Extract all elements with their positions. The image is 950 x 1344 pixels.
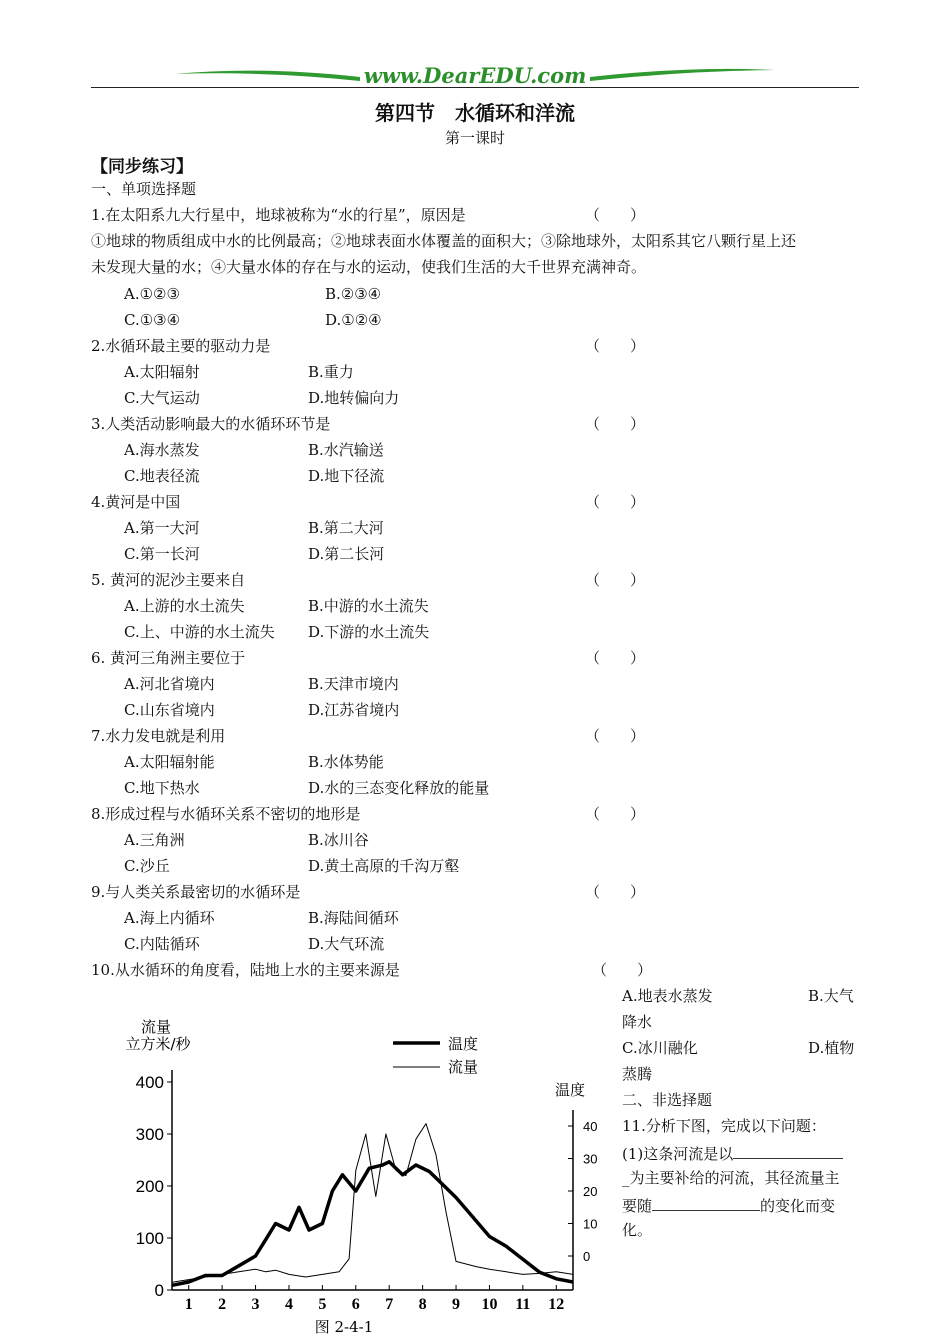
q11-text-4: 化。 (622, 1221, 653, 1239)
q1-paren: （ ） (585, 206, 646, 224)
q4-option-c: C.第一长河 (124, 545, 200, 563)
x-tick-label: 3 (251, 1296, 260, 1313)
header-rule (91, 87, 859, 88)
q2-paren: （ ） (585, 337, 646, 355)
q7-option-c: C.地下热水 (124, 779, 200, 797)
q9-option-b: B.海陆间循环 (308, 909, 399, 927)
temp-axis-title: 温度 (554, 1081, 586, 1099)
q3-paren: （ ） (585, 415, 646, 433)
left-tick-label: 300 (135, 1125, 164, 1144)
flow-axis-title: 流量 (140, 1018, 172, 1036)
q8-option-c: C.沙丘 (124, 857, 170, 875)
temperature-series-line (172, 1162, 573, 1286)
q7-option-d: D.水的三态变化释放的能量 (308, 779, 490, 797)
q10-option-b-cont: 降水 (622, 1013, 653, 1031)
q10-paren: （ ） (592, 961, 653, 979)
section-sync-practice: 【同步练习】 (91, 157, 193, 177)
q9-paren: （ ） (585, 883, 646, 901)
q6-stem: 6. 黄河三角洲主要位于 (91, 649, 246, 667)
q2-option-d: D.地转偏向力 (308, 389, 400, 407)
x-tick-label: 12 (548, 1296, 565, 1313)
q1-option-b: B.②③④ (325, 285, 382, 303)
q5-option-b: B.中游的水土流失 (308, 597, 429, 615)
section-part1: 一、单项选择题 (91, 180, 197, 198)
q11-line-3 (622, 1194, 835, 1216)
q3-option-c: C.地表径流 (124, 467, 200, 485)
q11-text-3b: 的变化而变 (760, 1197, 836, 1215)
q2-option-a: A.太阳辐射 (124, 363, 200, 381)
q10-option-c: C.冰川融化 (622, 1039, 698, 1057)
q11-blank-1[interactable] (733, 1142, 843, 1159)
q1-body-2: 未发现大量的水；④大量水体的存在与水的运动，使我们生活的大千世界充满神奇。 (91, 258, 647, 276)
q9-option-d: D.大气环流 (308, 935, 385, 953)
x-tick-label: 6 (351, 1296, 360, 1313)
q8-option-b: B.冰川谷 (308, 831, 369, 849)
q4-stem: 4.黄河是中国 (91, 493, 181, 511)
left-tick-label: 200 (135, 1177, 164, 1196)
q11-text-1: (1)这条河流是以 (622, 1145, 734, 1163)
q11-text-2: _为主要补给的河流，其径流量主 (622, 1169, 840, 1187)
x-tick-label: 2 (218, 1296, 227, 1313)
x-tick-label: 10 (481, 1296, 498, 1313)
q2-option-c: C.大气运动 (124, 389, 200, 407)
x-tick-label: 4 (284, 1296, 293, 1313)
q10-option-a: A.地表水蒸发 (622, 987, 713, 1005)
flow-axis-unit: 立方米/秒 (125, 1035, 191, 1053)
q10-option-d: D.植物 (808, 1039, 855, 1057)
q6-option-b: B.天津市境内 (308, 675, 399, 693)
right-tick-label: 20 (583, 1184, 598, 1199)
flow-series-line (172, 1124, 573, 1283)
q4-option-b: B.第二大河 (308, 519, 384, 537)
q7-option-b: B.水体势能 (308, 753, 384, 771)
left-tick-label: 400 (135, 1073, 164, 1092)
q7-stem: 7.水力发电就是利用 (91, 727, 226, 745)
q1-option-a: A.①②③ (124, 285, 180, 303)
q8-stem: 8.形成过程与水循环关系不密切的地形是 (91, 805, 361, 823)
right-tick-label: 40 (583, 1119, 598, 1134)
q4-option-a: A.第一大河 (124, 519, 200, 537)
q4-option-d: D.第二长河 (308, 545, 385, 563)
page-title: 第四节 水循环和洋流 (375, 101, 575, 125)
q4-paren: （ ） (585, 493, 646, 511)
q2-stem: 2.水循环最主要的驱动力是 (91, 337, 271, 355)
legend-temp-label: 温度 (448, 1035, 479, 1053)
q2-option-b: B.重力 (308, 363, 354, 381)
right-tick-label: 0 (583, 1249, 591, 1264)
q3-option-a: A.海水蒸发 (124, 441, 200, 459)
q6-option-d: D.江苏省境内 (308, 701, 400, 719)
q11-line-1 (622, 1142, 843, 1164)
x-tick-label: 11 (515, 1296, 531, 1313)
q1-stem: 1.在太阳系九大行星中，地球被称为“水的行星”，原因是 (91, 206, 466, 224)
q5-stem: 5. 黄河的泥沙主要来自 (91, 571, 246, 589)
q7-paren: （ ） (585, 727, 646, 745)
legend-flow-label: 流量 (448, 1058, 479, 1076)
x-tick-label: 5 (318, 1296, 327, 1313)
q5-option-a: A.上游的水土流失 (124, 597, 245, 615)
q5-option-d: D.下游的水土流失 (308, 623, 430, 641)
svg-text:www.DearEDU.com: www.DearEDU.com (363, 63, 587, 88)
q10-option-b: B.大气 (808, 987, 854, 1005)
q1-body-1: ①地球的物质组成中水的比例最高；②地球表面水体覆盖的面积大；③除地球外，太阳系其它八颗行星上还 (91, 232, 797, 250)
q3-option-b: B.水汽输送 (308, 441, 384, 459)
right-tick-label: 10 (583, 1216, 598, 1232)
q1-option-c: C.①③④ (124, 311, 181, 329)
q5-paren: （ ） (585, 571, 646, 589)
q11-text-3a: 要随 (622, 1197, 653, 1215)
q10-stem: 10.从水循环的角度看，陆地上水的主要来源是 (91, 961, 400, 979)
q5-option-c: C.上、中游的水土流失 (124, 623, 275, 641)
x-tick-label: 7 (385, 1296, 394, 1313)
q6-option-a: A.河北省境内 (124, 675, 215, 693)
q11-blank-2[interactable] (652, 1194, 760, 1211)
page-subtitle: 第一课时 (444, 129, 505, 147)
q8-option-d: D.黄土高原的千沟万壑 (308, 857, 460, 875)
x-tick-label: 1 (184, 1296, 193, 1313)
q8-option-a: A.三角洲 (124, 831, 185, 849)
river-flow-temperature-chart (100, 1010, 600, 1335)
x-tick-label: 8 (418, 1296, 427, 1313)
section-part2: 二、非选择题 (622, 1091, 713, 1109)
q6-option-c: C.山东省境内 (124, 701, 215, 719)
q3-stem: 3.人类活动影响最大的水循环环节是 (91, 415, 331, 433)
q11-stem: 11.分析下图，完成以下问题： (622, 1117, 826, 1135)
q8-paren: （ ） (585, 805, 646, 823)
q10-option-d-cont: 蒸腾 (622, 1065, 653, 1083)
x-tick-label: 9 (452, 1296, 461, 1313)
q9-option-a: A.海上内循环 (124, 909, 215, 927)
q6-paren: （ ） (585, 649, 646, 667)
q9-option-c: C.内陆循环 (124, 935, 200, 953)
figure-caption: 图 2-4-1 (314, 1318, 374, 1335)
q7-option-a: A.太阳辐射能 (124, 753, 215, 771)
q1-option-d: D.①②④ (325, 311, 382, 329)
left-tick-label: 0 (154, 1281, 164, 1300)
left-tick-label: 100 (135, 1229, 164, 1248)
site-logo (170, 60, 780, 90)
right-tick-label: 30 (583, 1151, 598, 1167)
q3-option-d: D.地下径流 (308, 467, 385, 485)
q9-stem: 9.与人类关系最密切的水循环是 (91, 883, 301, 901)
